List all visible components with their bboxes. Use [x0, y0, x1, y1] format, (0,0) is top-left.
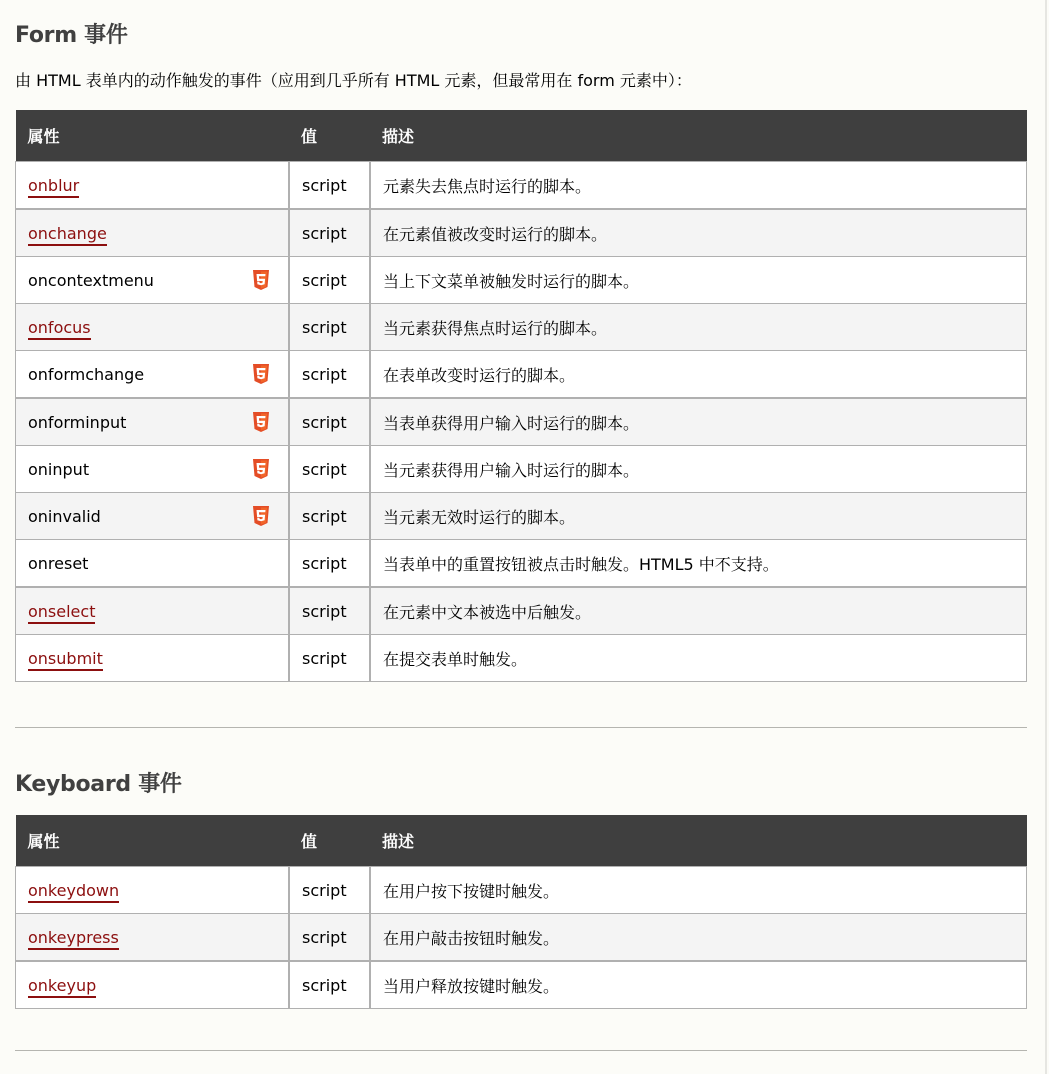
event-name-cell — [16, 304, 290, 351]
event-desc-cell: 在表单改变时运行的脚本。 — [370, 351, 1027, 399]
event-value-cell: script — [289, 351, 370, 399]
event-desc-cell: 当元素获得用户输入时运行的脚本。 — [370, 446, 1027, 493]
event-name-cell — [16, 398, 290, 446]
table-row — [16, 961, 1027, 1009]
event-name-cell — [16, 446, 290, 493]
event-value-cell: script — [289, 635, 370, 682]
table-header-row — [16, 815, 1027, 867]
table-row — [16, 867, 1027, 914]
event-link-onselect[interactable]: onselect — [28, 602, 95, 624]
table-row — [16, 635, 1027, 682]
table-row — [16, 304, 1027, 351]
event-desc-cell: 在提交表单时触发。 — [370, 635, 1027, 682]
event-value-cell: script — [289, 398, 370, 446]
event-desc-cell: 当元素无效时运行的脚本。 — [370, 493, 1027, 540]
event-link-onkeyup[interactable]: onkeyup — [28, 976, 96, 998]
table-row — [16, 540, 1027, 588]
event-link-onsubmit[interactable]: onsubmit — [28, 649, 103, 671]
html5-badge-icon — [252, 459, 270, 479]
event-desc-cell: 当用户释放按键时触发。 — [370, 961, 1027, 1009]
event-name-cell — [16, 209, 290, 257]
html5-badge-icon — [252, 270, 270, 290]
event-value-cell: script — [289, 493, 370, 540]
table-row — [16, 209, 1027, 257]
event-name-cell — [16, 961, 290, 1009]
event-name-onforminput: onforminput — [28, 412, 127, 432]
event-name-cell — [16, 587, 290, 635]
html5-badge-icon — [252, 364, 270, 384]
event-name-oninvalid: oninvalid — [28, 506, 101, 526]
event-link-onchange[interactable]: onchange — [28, 224, 107, 246]
event-link-onblur[interactable]: onblur — [28, 176, 79, 198]
event-name-onreset: onreset — [28, 553, 89, 573]
event-value-cell: script — [289, 867, 370, 914]
event-desc-cell: 元素失去焦点时运行的脚本。 — [370, 162, 1027, 210]
form-events-table — [15, 110, 1027, 682]
event-name-oncontextmenu: oncontextmenu — [28, 270, 154, 290]
html5-badge-icon — [252, 506, 270, 526]
event-link-onkeydown[interactable]: onkeydown — [28, 881, 119, 903]
event-name-cell — [16, 635, 290, 682]
event-desc-cell: 当表单获得用户输入时运行的脚本。 — [370, 398, 1027, 446]
header-desc: 描述 — [382, 832, 415, 851]
page-edge-rule — [1045, 0, 1047, 1074]
header-value: 值 — [301, 832, 318, 851]
event-value-cell: script — [289, 209, 370, 257]
event-name-cell — [16, 914, 290, 962]
event-desc-cell: 在用户按下按键时触发。 — [370, 867, 1027, 914]
event-desc-cell: 当元素获得焦点时运行的脚本。 — [370, 304, 1027, 351]
keyboard-events-heading: Keyboard 事件 — [15, 772, 182, 797]
header-value: 值 — [301, 127, 318, 146]
event-name-onformchange: onformchange — [28, 364, 145, 384]
event-value-cell: script — [289, 446, 370, 493]
table-row — [16, 257, 1027, 304]
html5-badge-icon — [252, 412, 270, 432]
event-link-onkeypress[interactable]: onkeypress — [28, 928, 119, 950]
header-desc: 描述 — [382, 127, 415, 146]
table-row — [16, 398, 1027, 446]
event-value-cell: script — [289, 587, 370, 635]
event-name-cell — [16, 162, 290, 210]
keyboard-events-table — [15, 815, 1027, 1009]
table-row — [16, 351, 1027, 399]
event-value-cell: script — [289, 257, 370, 304]
event-value-cell: script — [289, 162, 370, 210]
table-row — [16, 587, 1027, 635]
event-desc-cell: 在元素值被改变时运行的脚本。 — [370, 209, 1027, 257]
event-link-onfocus[interactable]: onfocus — [28, 318, 91, 340]
form-events-heading: Form 事件 — [15, 23, 128, 48]
event-desc-cell: 当表单中的重置按钮被点击时触发。HTML5 中不支持。 — [370, 540, 1027, 588]
event-name-cell — [16, 257, 290, 304]
table-row — [16, 446, 1027, 493]
event-desc-cell: 在用户敲击按钮时触发。 — [370, 914, 1027, 962]
event-value-cell: script — [289, 914, 370, 962]
event-name-cell — [16, 493, 290, 540]
event-desc-cell: 在元素中文本被选中后触发。 — [370, 587, 1027, 635]
section-divider — [15, 1050, 1027, 1051]
form-events-intro: 由 HTML 表单内的动作触发的事件（应用到几乎所有 HTML 元素，但最常用在 form 元素中）： — [15, 71, 692, 90]
event-name-cell — [16, 867, 290, 914]
table-header-row — [16, 110, 1027, 162]
header-attr: 属性 — [27, 127, 60, 146]
table-row — [16, 493, 1027, 540]
event-desc-cell: 当上下文菜单被触发时运行的脚本。 — [370, 257, 1027, 304]
event-name-cell — [16, 351, 290, 399]
event-value-cell: script — [289, 961, 370, 1009]
event-value-cell: script — [289, 540, 370, 588]
event-name-oninput: oninput — [28, 459, 90, 479]
section-divider — [15, 727, 1027, 728]
event-name-cell — [16, 540, 290, 588]
table-row — [16, 914, 1027, 962]
event-value-cell: script — [289, 304, 370, 351]
header-attr: 属性 — [27, 832, 60, 851]
table-row — [16, 162, 1027, 210]
